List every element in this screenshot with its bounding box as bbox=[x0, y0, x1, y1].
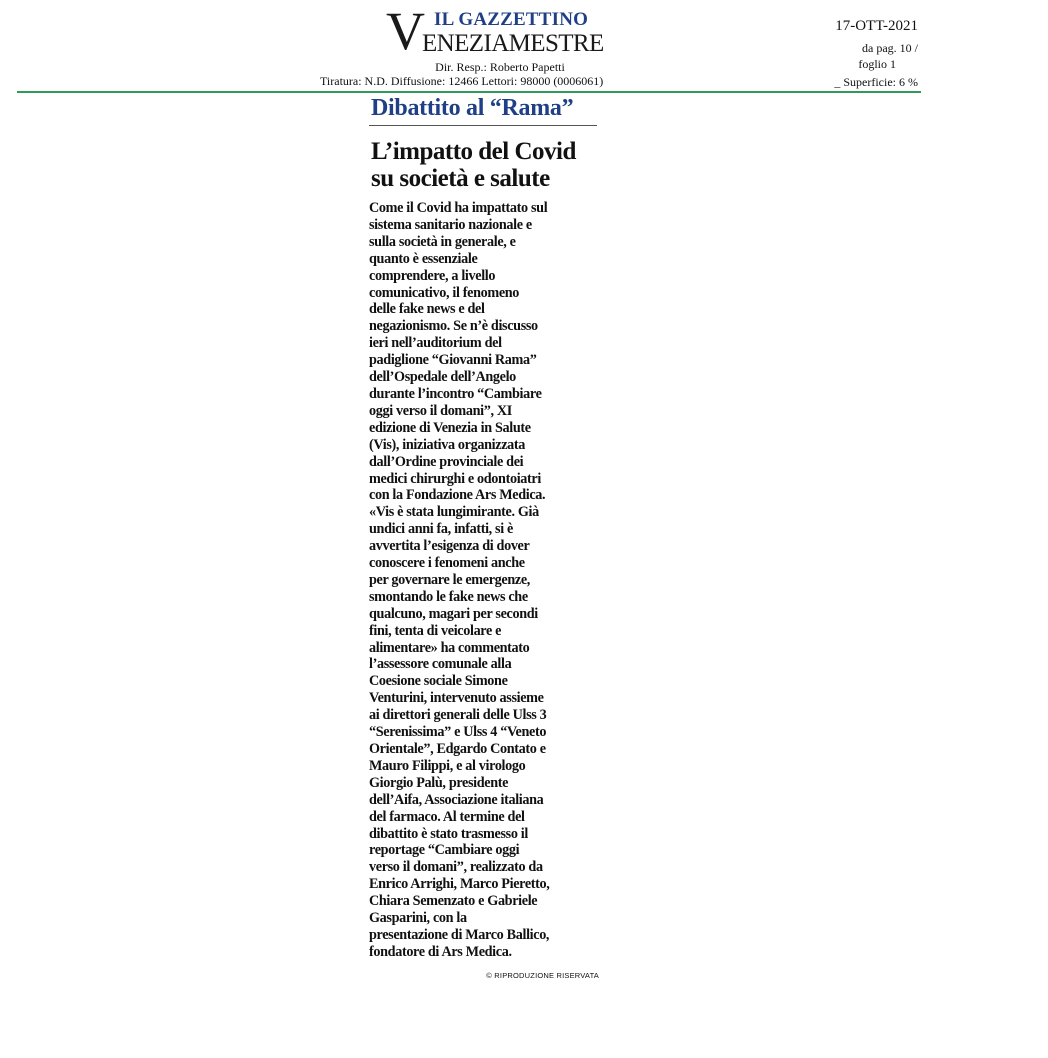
article-headline bbox=[371, 138, 619, 192]
body-line: alimentare» ha commentato bbox=[369, 639, 530, 656]
page-ref: da pag. 10 / bbox=[862, 41, 918, 55]
body-line: Venturini, intervenuto assieme bbox=[369, 690, 544, 707]
body-line: qualcuno, magari per secondi bbox=[369, 605, 538, 622]
body-line: undici anni fa, infatti, si è bbox=[369, 521, 513, 538]
body-line: Chiara Semenzato e Gabriele bbox=[369, 893, 538, 910]
body-line: avvertita l’esigenza di dover bbox=[369, 538, 530, 555]
body-line: Come il Covid ha impattato sul bbox=[369, 200, 548, 216]
body-line: (Vis), iniziativa organizzata bbox=[369, 436, 525, 453]
body-line: Giorgio Palù, presidente bbox=[369, 774, 509, 791]
headline-line: L’impatto del Covid bbox=[371, 138, 576, 165]
body-line: con la Fondazione Ars Medica. bbox=[369, 487, 546, 504]
body-line: durante l’incontro “Cambiare bbox=[369, 385, 542, 402]
body-line: verso il domani”, realizzato da bbox=[369, 859, 543, 876]
logo-bottom-text: ENEZIAMESTRE bbox=[422, 30, 604, 57]
body-line: negazionismo. Se n’è discusso bbox=[369, 318, 538, 335]
body-line: medici chirurghi e odontoiatri bbox=[369, 470, 541, 487]
body-line: per governare le emergenze, bbox=[369, 571, 530, 588]
sheet-ref: foglio 1 bbox=[858, 57, 896, 71]
body-line: padiglione “Giovanni Rama” bbox=[369, 352, 537, 369]
body-line: delle fake news e del bbox=[369, 301, 485, 318]
body-line: del farmaco. Al termine del bbox=[369, 808, 525, 825]
body-line: dell’Aifa, Associazione italiana bbox=[369, 791, 544, 808]
logo-top-text: IL GAZZETTINO bbox=[434, 9, 589, 30]
newspaper-logo bbox=[330, 1, 670, 61]
body-line: “Serenissima” e Ulss 4 “Veneto bbox=[369, 724, 547, 741]
body-line: reportage “Cambiare oggi bbox=[369, 842, 520, 859]
body-line: conoscere i fenomeni anche bbox=[369, 555, 525, 572]
clipping-meta bbox=[834, 16, 918, 90]
body-line: comprendere, a livello bbox=[369, 267, 496, 284]
body-line: dall’Ordine provinciale dei bbox=[369, 453, 524, 470]
body-line: Enrico Arrighi, Marco Pieretto, bbox=[369, 876, 550, 893]
body-line: presentazione di Marco Ballico, bbox=[369, 926, 550, 943]
article-kicker: Dibattito al “Rama” bbox=[371, 95, 574, 121]
circulation-line: Tiratura: N.D. Diffusione: 12466 Lettori: 98000 (0006061) bbox=[320, 74, 604, 88]
copyright-notice: © RIPRODUZIONE RISERVATA bbox=[486, 970, 599, 980]
body-line: Coesione sociale Simone bbox=[369, 673, 508, 690]
masthead bbox=[330, 1, 670, 75]
director-line: Dir. Resp.: Roberto Papetti bbox=[435, 60, 565, 74]
body-line: smontando le fake news che bbox=[369, 588, 528, 605]
article-body bbox=[369, 200, 617, 961]
body-line: Mauro Filippi, e al virologo bbox=[369, 757, 526, 774]
publication-date: 17-OTT-2021 bbox=[835, 18, 918, 34]
body-line: sistema sanitario nazionale e bbox=[369, 216, 532, 233]
surface-ref: _ Superficie: 6 % bbox=[834, 75, 918, 89]
body-line: ai direttori generali delle Ulss 3 bbox=[369, 707, 547, 724]
body-line: «Vis è stata lungimirante. Già bbox=[369, 504, 539, 521]
body-line: oggi verso il domani”, XI bbox=[369, 402, 512, 419]
body-line: fondatore di Ars Medica. bbox=[369, 943, 512, 960]
kicker-divider bbox=[369, 125, 597, 126]
body-line: Orientale”, Edgardo Contato e bbox=[369, 741, 546, 757]
headline-line: su società e salute bbox=[371, 165, 550, 192]
body-line: l’assessore comunale alla bbox=[369, 656, 512, 673]
body-line: sulla società in generale, e bbox=[369, 233, 516, 250]
body-line: fini, tenta di veicolare e bbox=[369, 622, 502, 639]
body-line: ieri nell’auditorium del bbox=[369, 335, 502, 352]
body-line: comunicativo, il fenomeno bbox=[369, 284, 520, 301]
body-line: dibattito è stato trasmesso il bbox=[369, 825, 528, 842]
article bbox=[357, 93, 619, 980]
body-line: dell’Ospedale dell’Angelo bbox=[369, 369, 516, 386]
logo-letter: V bbox=[386, 1, 425, 61]
body-line: Gasparini, con la bbox=[369, 910, 467, 927]
body-line: edizione di Venezia in Salute bbox=[369, 419, 531, 436]
body-line: quanto è essenziale bbox=[369, 250, 478, 267]
